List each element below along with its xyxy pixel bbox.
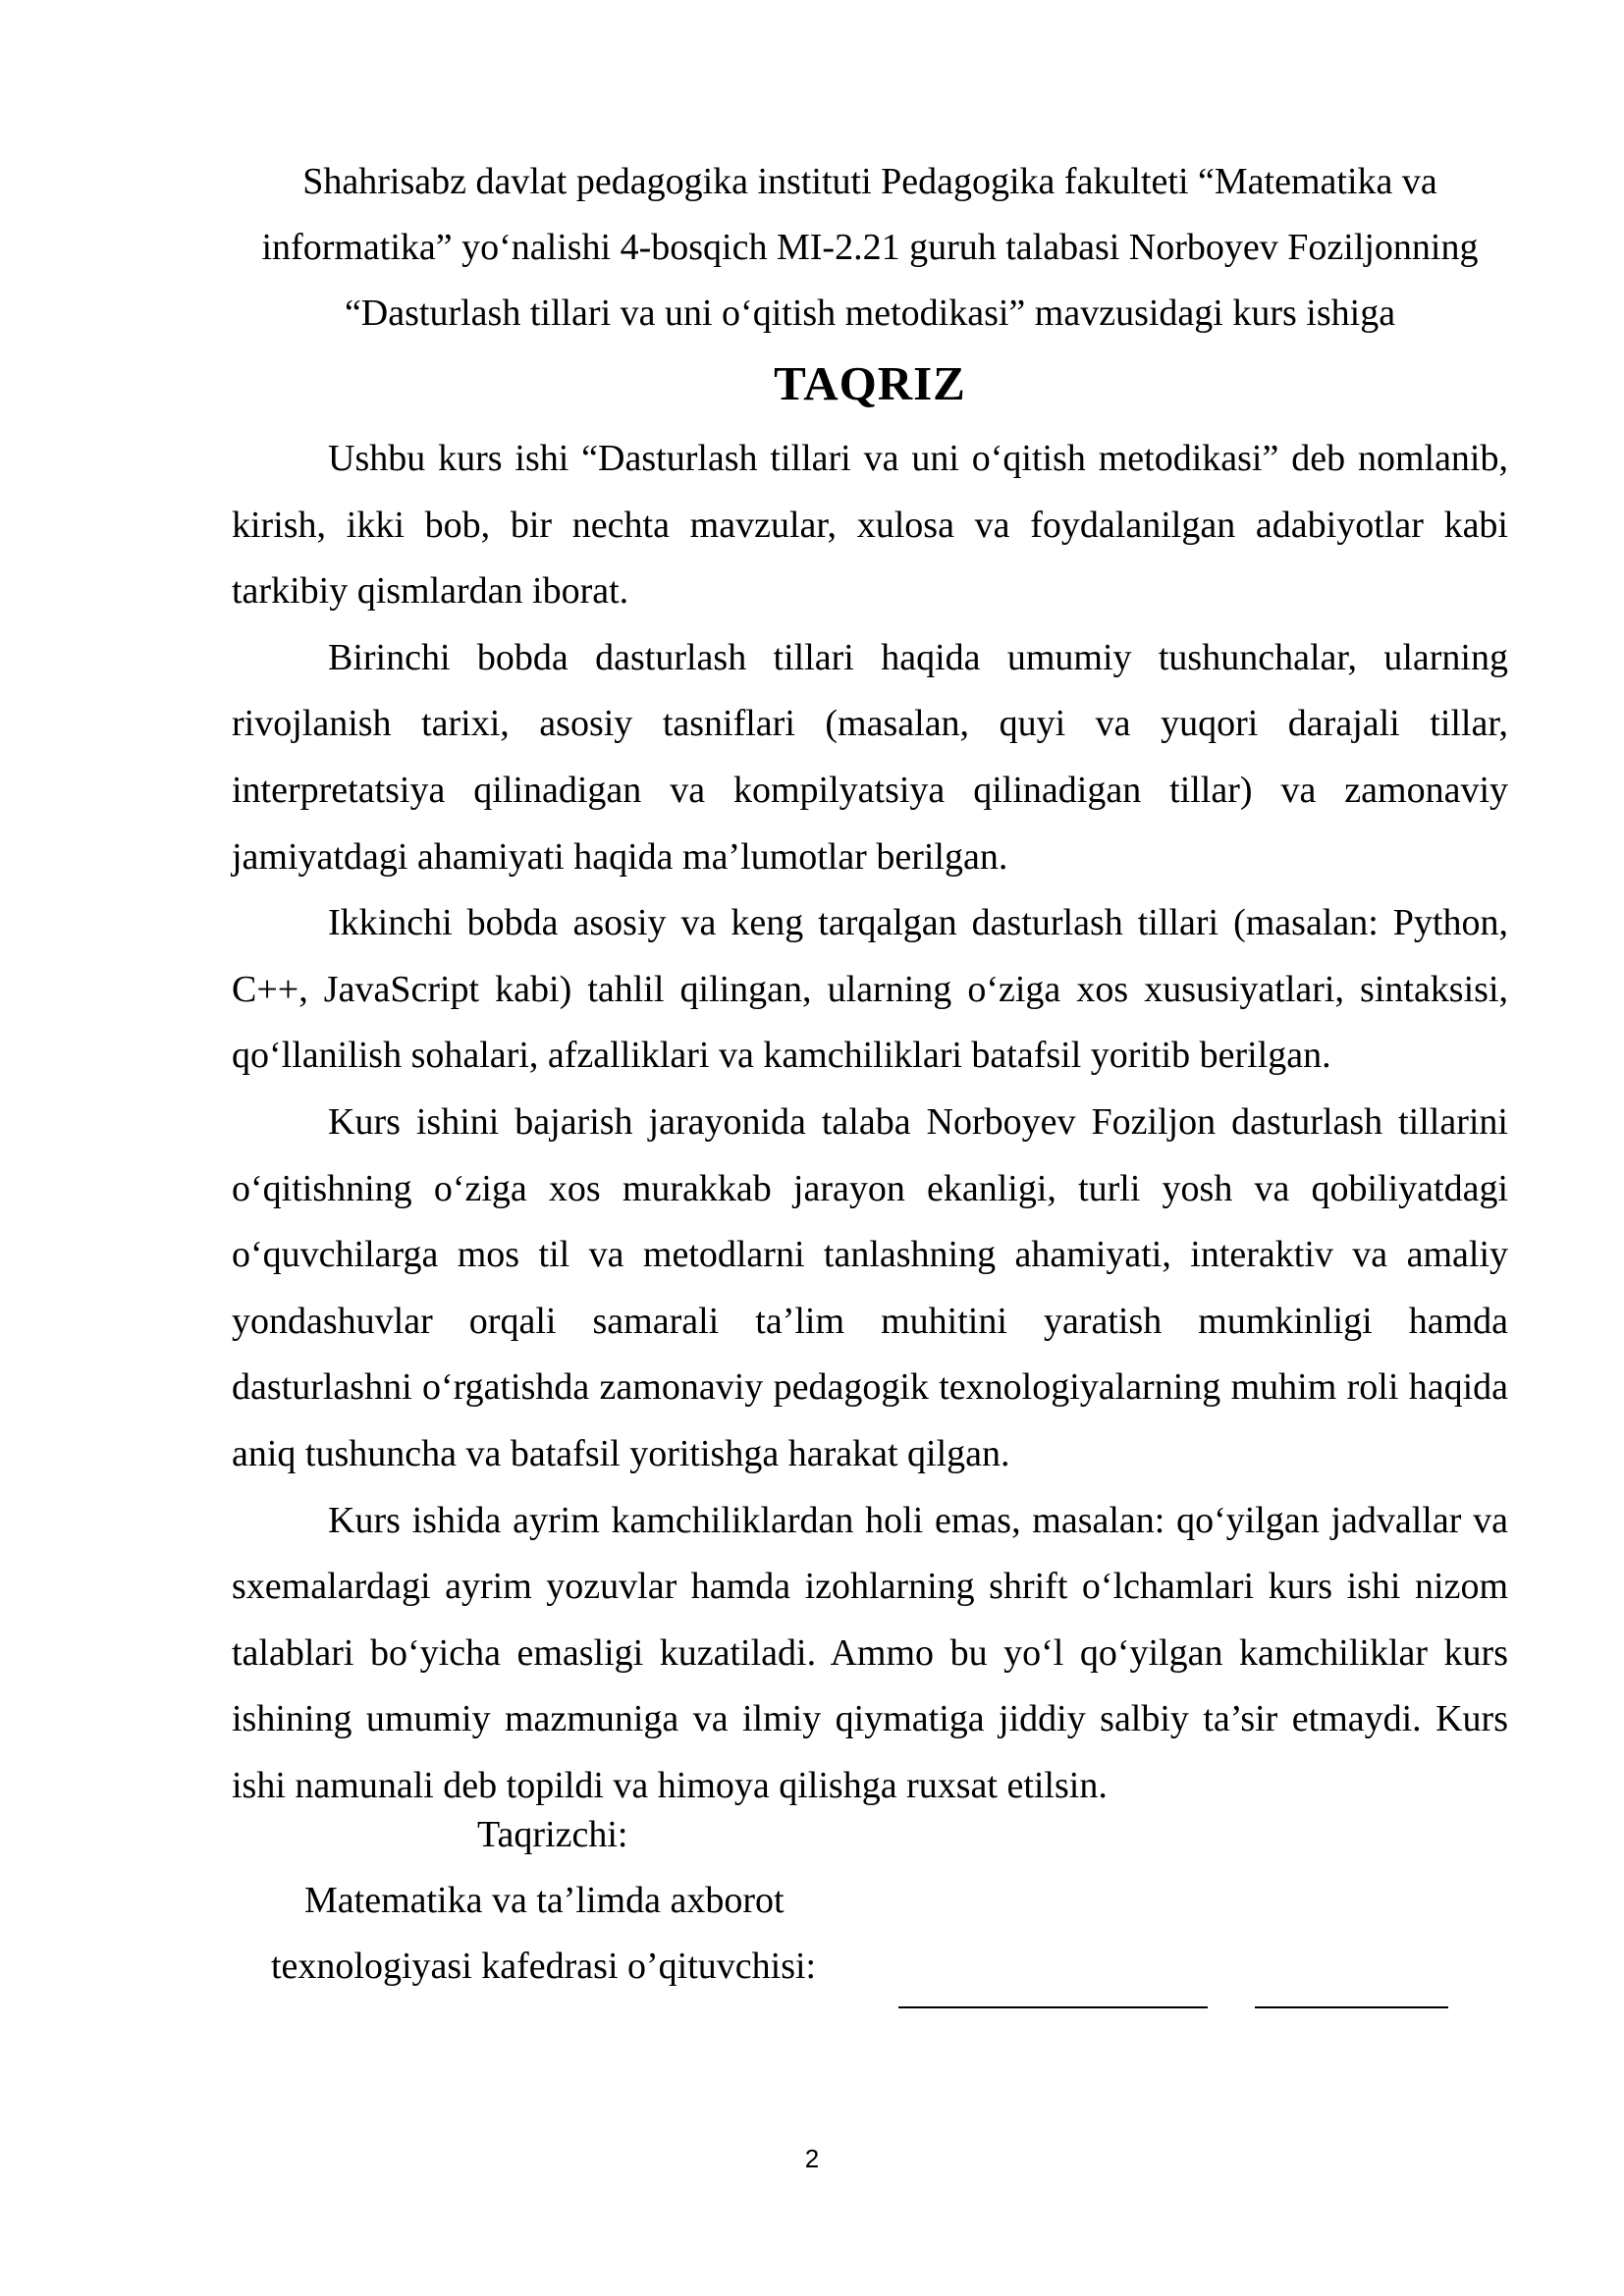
signature-line (898, 2006, 1208, 2008)
name-line (1255, 2006, 1448, 2008)
header-line-2: informatika” yo‘nalishi 4-bosqich MI-2.21 guruh talabasi Norboyev Foziljonning (261, 227, 1479, 268)
review-body (232, 426, 1508, 1819)
paragraph-chapter-two: Ikkinchi bobda asosiy va keng tarqalgan dasturlash tillari (masalan: Python, C++, JavaScript kabi) tahlil qilingan, ularning o‘ziga xos xususiyatlari, sintaksisi, qo‘llanilish sohalari, afzalliklari va kamchiliklari batafsil yoritib berilgan. (232, 902, 1508, 1077)
page-number: 2 (804, 2144, 820, 2173)
document-title: TAQRIZ (774, 356, 966, 410)
reviewer-label: Taqrizchi: (477, 1814, 628, 1855)
paragraph-structure: Ushbu kurs ishi “Dasturlash tillari va uni o‘qitish metodikasi” deb nomlanib, kirish, ikki bob, bir nechta mavzular, xulosa va foydalanilgan adabiyotlar kabi tarkibiy qismlardan iborat. (232, 438, 1508, 613)
document-header (232, 149, 1508, 347)
paragraph-student-work: Kurs ishini bajarish jarayonida talaba Norboyev Foziljon dasturlash tillarini o‘qitishning o‘ziga xos murakkab jarayon ekanligi, turli yosh va qobiliyatdagi o‘quvchilarga mos til va metodlarni tanlashning ahamiyati, interaktiv va amaliy yondashuvlar orqali samarali ta’lim muhitini yaratish mumkinligi hamda dasturlashni o‘rgatishda zamonaviy pedagogik texnologiyalarning muhim roli haqida aniq tushuncha va batafsil yoritishga harakat qilgan. (232, 1100, 1508, 1474)
paragraph-chapter-one: Birinchi bobda dasturlash tillari haqida umumiy tushunchalar, ularning rivojlanish tarixi, asosiy tasniflari (masalan, quyi va yuqori darajali tillar, interpretatsiya qilinadigan va kompilyatsiya qilinadigan tillar) va zamonaviy jamiyatdagi ahamiyati haqida ma’lumotlar berilgan. (232, 636, 1508, 878)
paragraph-shortcomings: Kurs ishida ayrim kamchiliklardan holi emas, masalan: qo‘yilgan jadvallar va sxemalardagi ayrim yozuvlar hamda izohlarning shrift o‘lchamlari kurs ishi nizom talablari bo‘yicha emasligi kuzatiladi. Ammo bu yo‘l qo‘yilgan kamchiliklar kurs ishining umumiy mazmuniga va ilmiy qiymatiga jiddiy salbiy ta’sir etmaydi. Kurs ishi namunali deb topildi va himoya qilishga ruxsat etilsin. (232, 1499, 1508, 1806)
reviewer-department-line-1: Matematika va ta’limda axborot (304, 1880, 785, 1921)
reviewer-department-line-2: texnologiyasi kafedrasi o’qituvchisi: (271, 1946, 817, 1987)
header-line-1: Shahrisabz davlat pedagogika instituti Pedagogika fakulteti “Matematika va (302, 161, 1437, 202)
header-line-3: “Dasturlash tillari va uni o‘qitish metodikasi” mavzusidagi kurs ishiga (344, 293, 1396, 334)
